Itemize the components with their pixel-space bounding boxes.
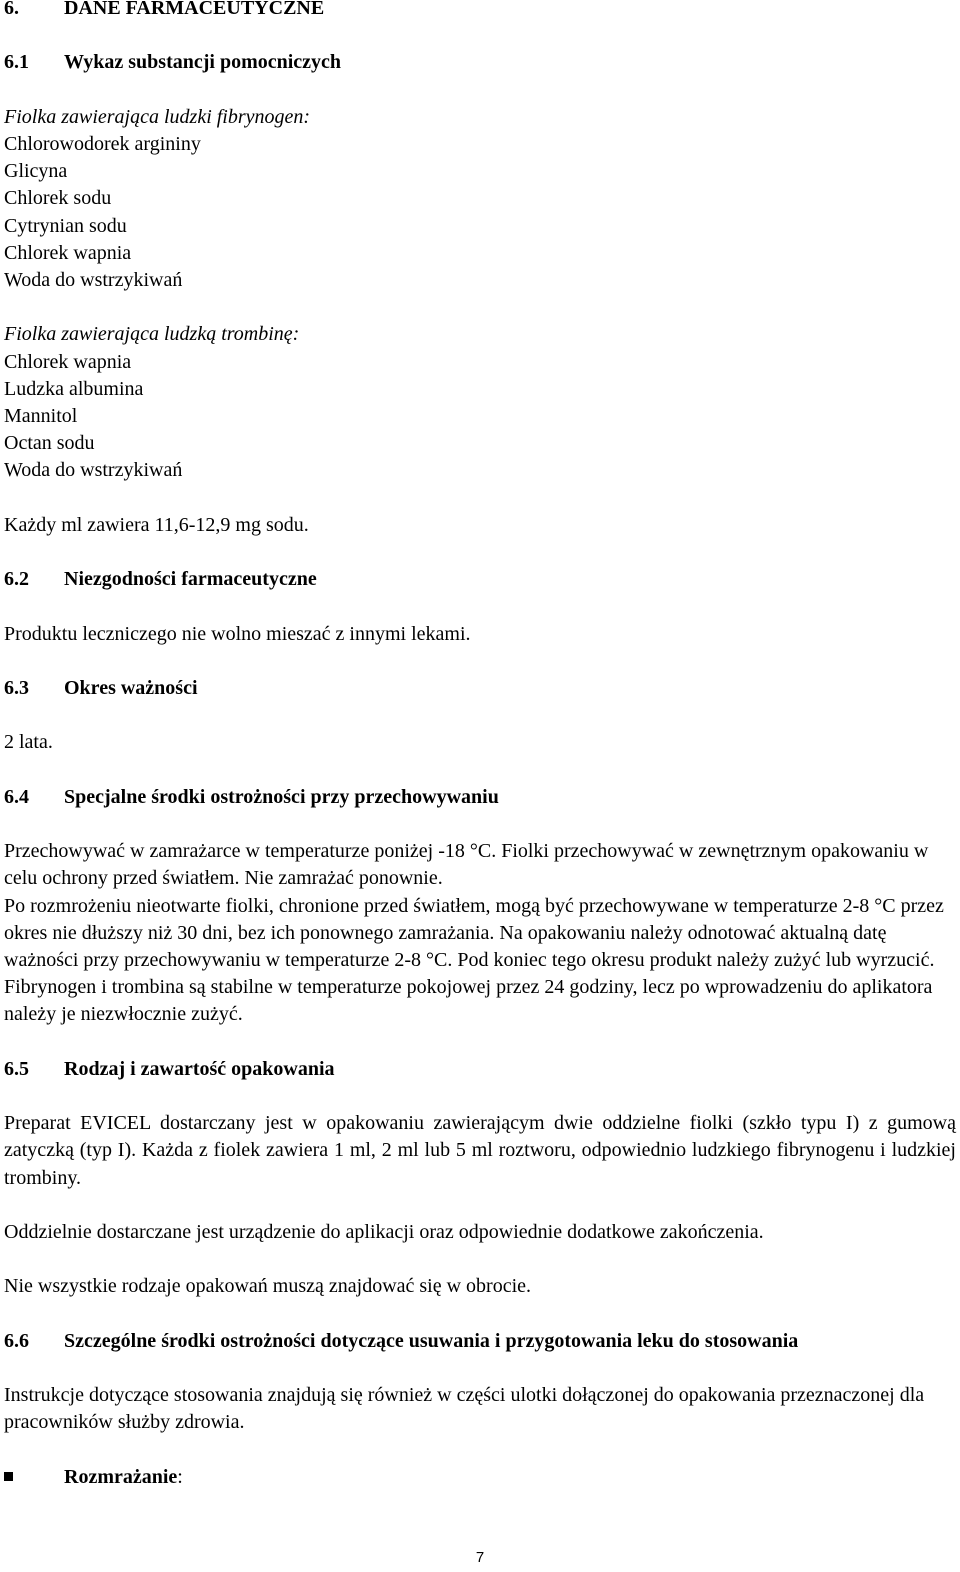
square-bullet-icon xyxy=(4,1472,13,1481)
page-number: 7 xyxy=(475,1549,485,1566)
list-item: Glicyna xyxy=(4,160,68,183)
storage-paragraph: Po rozmrożeniu nieotwarte fiolki, chronione przed światłem, mogą być przechowywane w temperaturze 2-8 °C przez okres nie dłuższy niż 30 dni, bez ich ponownego zamrażania. Na opakowaniu należy odnotować aktualną datę ważności przy przechowywaniu w temperaturze 2-8 °C. Pod koniec tego okresu produkt należy zużyć lub wyrzucić. xyxy=(4,894,944,971)
section-title: Szczególne środki ostrożności dotyczące usuwania i przygotowania leku do stosowania xyxy=(64,1329,799,1352)
section-number: 6.4 xyxy=(4,785,29,808)
storage-paragraph: Fibrynogen i trombina są stabilne w temperaturze pokojowej przez 24 godziny, lecz po wprowadzeniu do aplikatora należy je niezwłocznie zużyć. xyxy=(4,976,933,1026)
section-number: 6.5 xyxy=(4,1057,29,1080)
vial2-excipient-list xyxy=(4,349,956,485)
section-title: Rodzaj i zawartość opakowania xyxy=(64,1057,335,1080)
list-item: Woda do wstrzykiwań xyxy=(4,459,183,482)
list-item: Woda do wstrzykiwań xyxy=(4,269,183,291)
list-item: Chlorowodorek argininy xyxy=(4,132,201,155)
section-6-6-heading xyxy=(4,1328,956,1355)
section-title: Niezgodności farmaceutyczne xyxy=(64,568,317,591)
bullet-label: Rozmrażanie xyxy=(64,1465,178,1488)
section-6-4-heading xyxy=(4,784,956,811)
section-6-3-heading xyxy=(4,675,956,702)
list-item: Octan sodu xyxy=(4,432,95,455)
packaging-paragraph: Nie wszystkie rodzaje opakowań muszą znajdować się w obrocie. xyxy=(4,1275,532,1298)
list-item: Mannitol xyxy=(4,405,78,427)
packaging-paragraph: Preparat EVICEL dostarczany jest w opakowaniu zawierającym dwie oddzielne fiolki (szkło typu I) z gumową zatyczką (typ I). Każda z fiolek zawiera 1 ml, 2 ml lub 5 ml roztworu, odpowiednio ludzkiego fibrynogenu i ludzkiej trombiny. xyxy=(4,1112,956,1189)
section-6-2-heading xyxy=(4,566,956,593)
section-number: 6.2 xyxy=(4,568,29,591)
section-number: 6.3 xyxy=(4,676,29,699)
section-number: 6.6 xyxy=(4,1329,29,1352)
section-title: Specjalne środki ostrożności przy przechowywaniu xyxy=(64,785,499,808)
vial1-excipient-list xyxy=(4,131,956,294)
handling-paragraph: Instrukcje dotyczące stosowania znajdują się również w części ulotki dołączonej do opakowania przeznaczonej dla pracowników służby zdrowia. xyxy=(4,1384,925,1434)
vial1-heading: Fiolka zawierająca ludzki fibrynogen: xyxy=(4,105,311,128)
list-item: Ludzka albumina xyxy=(4,377,144,400)
bullet-item xyxy=(4,1464,956,1491)
bullet-suffix: : xyxy=(177,1465,183,1488)
section-6-5-heading xyxy=(4,1056,956,1083)
packaging-paragraph: Oddzielnie dostarczane jest urządzenie do aplikacji oraz odpowiednie dodatkowe zakończenia. xyxy=(4,1220,764,1243)
document-page xyxy=(4,0,956,1491)
list-item: Cytrynian sodu xyxy=(4,214,127,237)
shelf-life-text: 2 lata. xyxy=(4,731,53,754)
list-item: Chlorek wapnia xyxy=(4,350,132,373)
list-item: Chlorek wapnia xyxy=(4,241,132,264)
vial2-heading: Fiolka zawierająca ludzką trombinę: xyxy=(4,323,300,346)
sodium-note: Każdy ml zawiera 11,6-12,9 mg sodu. xyxy=(4,513,309,536)
section-title: Wykaz substancji pomocniczych xyxy=(64,51,342,74)
section-title: Okres ważności xyxy=(64,676,198,699)
storage-paragraph: Przechowywać w zamrażarce w temperaturze poniżej -18 °C. Fiolki przechowywać w zewnętrznym opakowaniu w celu ochrony przed światłem. Nie zamrażać ponownie. xyxy=(4,840,929,890)
section-6-1-heading xyxy=(4,49,956,76)
section-number: 6. xyxy=(4,0,19,19)
list-item: Chlorek sodu xyxy=(4,187,112,210)
section-6-heading xyxy=(4,0,956,22)
section-title: DANE FARMACEUTYCZNE xyxy=(64,0,325,19)
section-number: 6.1 xyxy=(4,51,29,74)
incompatibilities-text: Produktu leczniczego nie wolno mieszać z innymi lekami. xyxy=(4,622,471,645)
